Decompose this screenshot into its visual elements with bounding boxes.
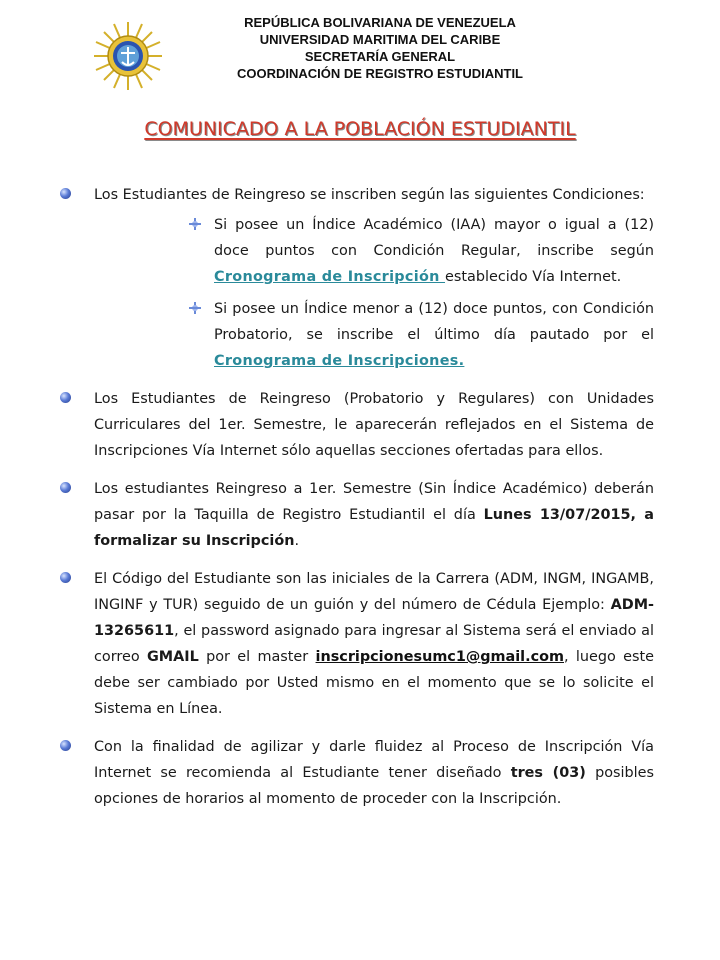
item-text: El Código del Estudiante son las iniciales de la Carrera (ADM, INGM, INGAMB, INGINF y TUR) seguido de un guión y del número de Cédula Ejemplo: <box>94 571 654 613</box>
university-seal-logo <box>92 20 164 92</box>
list-item <box>60 734 654 812</box>
sparkle-bullet-icon <box>189 218 201 230</box>
page-title <box>0 118 720 140</box>
bullet-icon <box>60 392 71 403</box>
bullet-icon <box>60 188 71 199</box>
email-link[interactable]: inscripcionesumc1@gmail.com <box>315 649 564 665</box>
item-text-end: posibles opciones de horarios al momento de proceder con la Inscripción. <box>94 765 654 807</box>
list-item <box>60 476 654 554</box>
cronograma-inscripcion-link[interactable]: Cronograma de Inscripción <box>214 269 446 285</box>
institution-block <box>170 14 590 82</box>
options-count: tres (03) <box>510 765 586 781</box>
list-item <box>60 182 654 374</box>
header-line-3: SECRETARÍA GENERAL <box>304 49 456 64</box>
bullet-icon <box>60 740 71 751</box>
header-line-4: COORDINACIÓN DE REGISTRO ESTUDIANTIL <box>236 66 523 81</box>
item-text: Los Estudiantes de Reingreso se inscriben según las siguientes Condiciones: <box>94 187 645 203</box>
item-text-4: , luego este debe ser cambiado por Usted mismo en el momento que se lo solicite el Sistema en Línea. <box>94 649 654 717</box>
sparkle-bullet-icon <box>189 302 201 314</box>
item-text-3: por el master <box>198 649 316 665</box>
sub-item-text: Si posee un Índice menor a (12) doce puntos, con Condición Probatorio, se inscribe el último día pautado por el <box>214 301 654 343</box>
header-line-2: UNIVERSIDAD MARITIMA DEL CARIBE <box>259 32 501 47</box>
sub-item-text-end: establecido Vía Internet. <box>445 269 622 285</box>
header-line-1: REPÚBLICA BOLIVARIANA DE VENEZUELA <box>244 15 516 30</box>
student-code-example: ADM-13265611 <box>94 597 654 639</box>
cronograma-inscripciones-link[interactable]: Cronograma de Inscripciones. <box>214 353 465 369</box>
list-item <box>60 566 654 722</box>
item-text-2: , el password asignado para ingresar al Sistema será el enviado al correo <box>94 623 654 665</box>
item-text: Los Estudiantes de Reingreso (Probatorio y Regulares) con Unidades Curriculares del 1er. Semestre, le aparecerán reflejados en el Sistema de Inscripciones Vía Internet sólo aquellas secciones ofertadas para ellos. <box>94 391 654 459</box>
sub-list-item <box>94 296 654 374</box>
item-text-end: . <box>294 533 300 549</box>
item-text: Con la finalidad de agilizar y darle fluidez al Proceso de Inscripción Vía Internet se recomienda al Estudiante tener diseñado <box>94 739 654 781</box>
bullet-icon <box>60 572 71 583</box>
list-item <box>60 386 654 464</box>
sub-list-item <box>94 212 654 290</box>
sub-item-text: Si posee un Índice Académico (IAA) mayor o igual a (12) doce puntos con Condición Regular, inscribe según <box>214 217 654 259</box>
page-title-text: COMUNICADO A LA POBLACIÓN ESTUDIANTIL <box>144 118 576 140</box>
communique-body <box>60 182 654 824</box>
gmail-label: GMAIL <box>146 649 199 665</box>
registration-date: Lunes 13/07/2015, a formalizar su Inscripción <box>94 507 654 549</box>
bullet-icon <box>60 482 71 493</box>
item-text: Los estudiantes Reingreso a 1er. Semestre (Sin Índice Académico) deberán pasar por la Taquilla de Registro Estudiantil el día <box>94 481 654 523</box>
